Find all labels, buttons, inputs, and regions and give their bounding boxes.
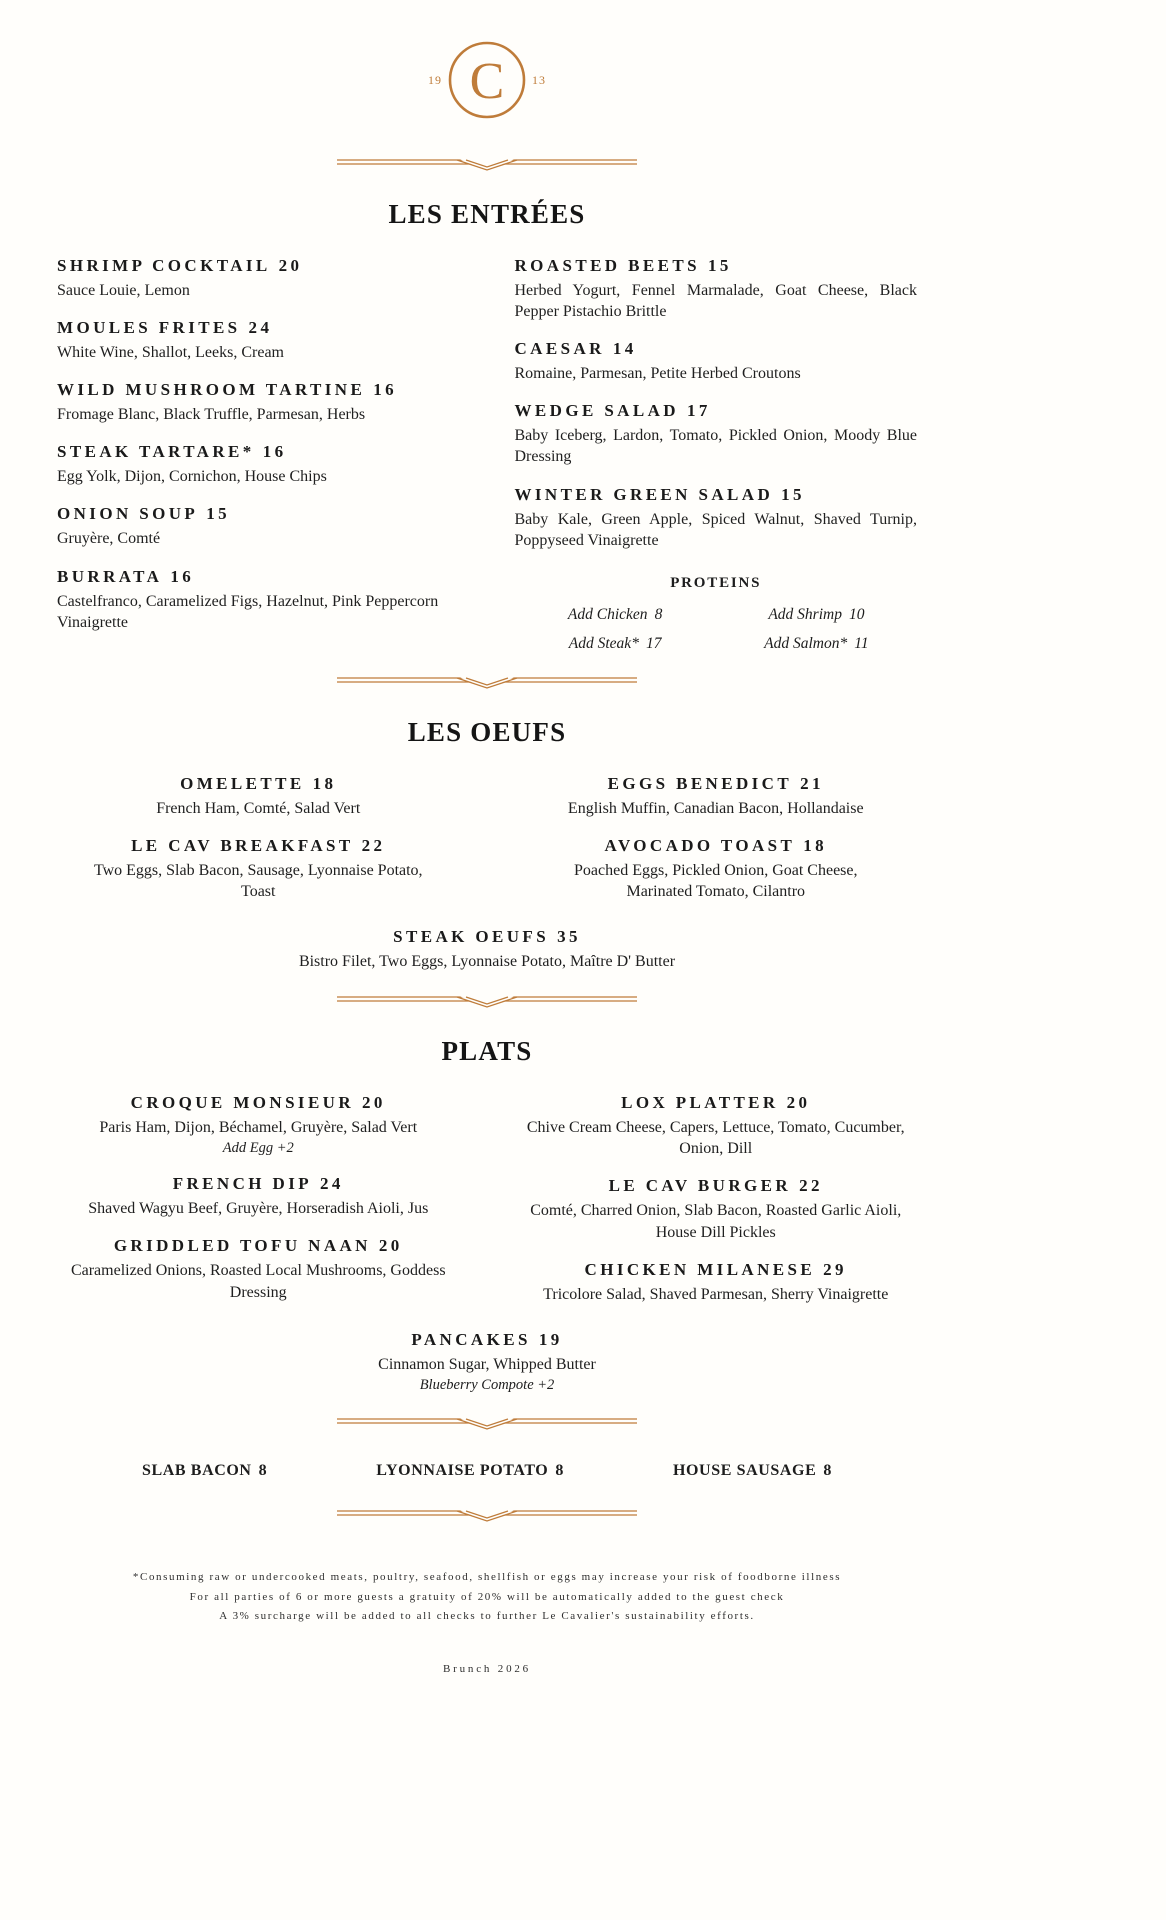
- menu-item: [57, 256, 460, 301]
- footnote-line: For all parties of 6 or more guests a gratuity of 20% will be automatically added to the guest check: [189, 1590, 785, 1603]
- item-price: 15: [707, 256, 732, 275]
- item-title: [515, 1260, 918, 1280]
- menu-item: [57, 442, 460, 487]
- item-title: [57, 442, 460, 462]
- item-name: OMELETTE: [180, 773, 305, 793]
- item-desc: Egg Yolk, Dijon, Cornichon, House Chips: [57, 468, 327, 486]
- menu-item: [57, 567, 460, 633]
- menu-item: [515, 1093, 918, 1159]
- entrees-columns: [57, 256, 917, 653]
- item-price: 22: [799, 1176, 823, 1196]
- side-item: [142, 1462, 267, 1480]
- item-price: 20: [278, 256, 303, 275]
- logo-year-right: 13: [532, 73, 546, 87]
- item-desc: Bistro Filet, Two Eggs, Lyonnaise Potato, Maître D' Butter: [298, 953, 676, 971]
- item-price: 8: [654, 605, 663, 623]
- menu-item: [57, 1236, 460, 1302]
- item-title: [57, 1330, 917, 1350]
- protein-addon: [568, 606, 662, 624]
- item-desc: White Wine, Shallot, Leeks, Cream: [57, 344, 284, 362]
- plats-right-column: [515, 1093, 918, 1322]
- oeufs-left-column: [57, 774, 460, 919]
- item-price: 8: [555, 1461, 564, 1479]
- menu-item: [57, 927, 917, 972]
- oeufs-right-column: [515, 774, 918, 919]
- menu-edition: Brunch 2026: [443, 1663, 531, 1676]
- menu-item: [57, 380, 460, 425]
- monogram-logo-icon: [377, 30, 597, 130]
- footnote-line: *Consuming raw or undercooked meats, poultry, seafood, shellfish or eggs may increase your risk of foodborne illness: [132, 1570, 842, 1583]
- item-name: Add Chicken: [567, 605, 648, 623]
- section-title-entrees: LES ENTRÉES: [388, 199, 586, 229]
- divider-ornament-icon: [337, 673, 637, 691]
- item-desc: Baby Iceberg, Lardon, Tomato, Pickled Onion, Moody Blue Dressing: [514, 427, 917, 466]
- item-name: WILD MUSHROOM TARTINE: [57, 380, 366, 400]
- item-name: BURRATA: [57, 566, 163, 586]
- item-title: [57, 927, 917, 947]
- item-desc: Sauce Louie, Lemon: [57, 282, 190, 299]
- item-price: 21: [800, 773, 824, 793]
- protein-addon: [569, 635, 662, 653]
- item-price: 11: [854, 634, 869, 652]
- item-price: 35: [557, 927, 581, 947]
- menu-item: [515, 401, 918, 467]
- item-name: ONION SOUP: [57, 504, 199, 524]
- menu-item: [57, 318, 460, 363]
- menu-item: [515, 836, 918, 902]
- item-desc: Chive Cream Cheese, Capers, Lettuce, Tomato, Cucumber, Onion, Dill: [526, 1119, 905, 1158]
- restaurant-logo: [57, 30, 917, 135]
- item-title: [515, 836, 918, 856]
- item-name: SHRIMP COCKTAIL: [57, 256, 271, 275]
- protein-addon: [768, 606, 864, 624]
- item-price: 17: [686, 401, 711, 421]
- item-name: ROASTED BEETS: [514, 256, 700, 275]
- item-note: Blueberry Compote +2: [419, 1376, 555, 1393]
- item-title: [515, 1176, 918, 1196]
- item-price: 8: [258, 1461, 268, 1479]
- item-desc: Cinnamon Sugar, Whipped Butter: [378, 1355, 596, 1373]
- item-price: 18: [312, 773, 337, 793]
- menu-item: [515, 1260, 918, 1305]
- item-desc: Poached Eggs, Pickled Onion, Goat Cheese, Marinated Tomato, Cilantro: [574, 861, 858, 900]
- item-name: LE CAV BREAKFAST: [131, 835, 354, 855]
- menu-item: [57, 1174, 460, 1219]
- proteins-grid: [515, 606, 918, 653]
- entrees-left-column: [57, 256, 460, 653]
- item-name: MOULES FRITES: [57, 318, 241, 338]
- footnotes: [57, 1568, 917, 1627]
- item-name: LE CAV BURGER: [608, 1176, 792, 1196]
- item-price: 20: [378, 1236, 403, 1256]
- item-price: 20: [786, 1093, 811, 1113]
- item-desc: French Ham, Comté, Salad Vert: [156, 799, 361, 817]
- item-title: [515, 774, 918, 794]
- item-name: Add Salmon*: [764, 634, 848, 652]
- item-title: [57, 256, 460, 276]
- item-name: Add Steak*: [568, 634, 639, 652]
- item-price: 16: [373, 380, 398, 400]
- item-price: 15: [781, 484, 805, 504]
- item-title: [515, 1093, 918, 1113]
- item-title: [515, 339, 918, 359]
- sides-row: [57, 1462, 917, 1480]
- menu-item: [57, 1093, 460, 1157]
- menu-item: [515, 1176, 918, 1242]
- item-title: [57, 567, 460, 587]
- menu-item: [57, 1330, 917, 1394]
- plats-columns: [57, 1093, 917, 1322]
- item-name: PANCAKES: [411, 1329, 531, 1349]
- item-title: [57, 380, 460, 400]
- item-name: STEAK OEUFS: [393, 927, 550, 947]
- item-price: 20: [362, 1093, 386, 1113]
- menu-item: [57, 774, 460, 819]
- item-desc: Shaved Wagyu Beef, Gruyère, Horseradish Aioli, Jus: [88, 1200, 429, 1218]
- item-desc: Baby Kale, Green Apple, Spiced Walnut, Shaved Turnip, Poppyseed Vinaigrette: [514, 510, 917, 549]
- item-title: [57, 836, 460, 856]
- item-price: 17: [645, 634, 662, 652]
- section-title-oeufs: LES OEUFS: [407, 716, 567, 747]
- item-desc: Romaine, Parmesan, Petite Herbed Croutons: [514, 365, 801, 383]
- section-divider: [57, 155, 917, 173]
- item-title: [515, 256, 918, 276]
- item-name: Add Shrimp: [768, 605, 842, 623]
- item-title: [57, 774, 460, 794]
- protein-addon: [764, 635, 868, 653]
- menu-item: [515, 339, 918, 384]
- item-name: WEDGE SALAD: [514, 401, 679, 421]
- footnote-line: A 3% surcharge will be added to all checks to further Le Cavalier's sustainability efforts.: [219, 1610, 755, 1623]
- menu-item: [57, 836, 460, 902]
- item-title: [57, 1236, 460, 1256]
- divider-ornament-icon: [337, 1414, 637, 1432]
- item-name: HOUSE SAUSAGE: [672, 1461, 817, 1479]
- item-note: Add Egg +2: [222, 1140, 294, 1157]
- item-title: [515, 401, 918, 421]
- divider-ornament-icon: [337, 155, 637, 173]
- side-item: [673, 1462, 832, 1480]
- item-title: [515, 485, 918, 505]
- section-title-plats: PLATS: [441, 1036, 533, 1067]
- item-price: 14: [612, 339, 637, 359]
- oeufs-columns: [57, 774, 917, 919]
- proteins-title: PROTEINS: [670, 574, 762, 591]
- item-name: FRENCH DIP: [172, 1174, 312, 1194]
- item-desc: Caramelized Onions, Roasted Local Mushrooms, Goddess Dressing: [70, 1262, 446, 1301]
- item-name: CAESAR: [514, 339, 605, 359]
- item-name: GRIDDLED TOFU NAAN: [113, 1236, 371, 1256]
- menu-item: [57, 504, 460, 549]
- item-price: 19: [538, 1329, 563, 1349]
- item-price: 15: [206, 504, 231, 524]
- section-divider: [57, 1414, 917, 1432]
- item-desc: Castelfranco, Caramelized Figs, Hazelnut, Pink Peppercorn Vinaigrette: [57, 592, 439, 631]
- item-price: 16: [170, 566, 195, 586]
- item-name: AVOCADO TOAST: [604, 835, 796, 855]
- item-title: [57, 1093, 460, 1113]
- item-price: 24: [248, 318, 273, 338]
- item-price: 22: [361, 835, 386, 855]
- item-name: EGGS BENEDICT: [607, 773, 793, 793]
- menu-item: [515, 774, 918, 819]
- item-price: 16: [262, 442, 287, 462]
- item-price: 24: [320, 1174, 344, 1194]
- item-name: CHICKEN MILANESE: [584, 1259, 816, 1279]
- item-price: 18: [803, 835, 828, 855]
- menu-item: [515, 256, 918, 322]
- item-desc: Gruyère, Comté: [57, 530, 161, 548]
- item-name: STEAK TARTARE*: [57, 442, 255, 462]
- section-divider: [57, 1506, 917, 1524]
- item-title: [57, 504, 460, 524]
- entrees-right-column: [515, 256, 918, 653]
- menu-item: [515, 485, 918, 551]
- logo-monogram: C: [469, 53, 505, 110]
- item-name: CROQUE MONSIEUR: [130, 1093, 355, 1113]
- item-desc: Two Eggs, Slab Bacon, Sausage, Lyonnaise Potato, Toast: [93, 861, 423, 900]
- divider-ornament-icon: [337, 1506, 637, 1524]
- section-divider: [57, 673, 917, 691]
- item-desc: Fromage Blanc, Black Truffle, Parmesan, Herbs: [57, 406, 366, 424]
- divider-ornament-icon: [337, 992, 637, 1010]
- proteins-block: [515, 575, 918, 653]
- item-name: LOX PLATTER: [621, 1093, 779, 1113]
- item-name: LYONNAISE POTATO: [376, 1461, 549, 1479]
- item-price: 29: [823, 1259, 847, 1279]
- logo-year-left: 19: [428, 73, 442, 87]
- side-item: [376, 1462, 564, 1480]
- item-desc: Paris Ham, Dijon, Béchamel, Gruyère, Salad Vert: [99, 1119, 418, 1137]
- plats-left-column: [57, 1093, 460, 1322]
- section-divider: [57, 992, 917, 1010]
- item-title: [57, 1174, 460, 1194]
- item-desc: English Muffin, Canadian Bacon, Hollandaise: [567, 799, 864, 817]
- item-desc: Comté, Charred Onion, Slab Bacon, Roasted Garlic Aioli, House Dill Pickles: [530, 1202, 902, 1241]
- item-desc: Tricolore Salad, Shaved Parmesan, Sherry Vinaigrette: [543, 1285, 889, 1303]
- item-title: [57, 318, 460, 338]
- item-name: WINTER GREEN SALAD: [514, 484, 774, 504]
- item-price: 10: [848, 605, 865, 623]
- item-price: 8: [823, 1461, 832, 1479]
- item-name: SLAB BACON: [142, 1461, 252, 1479]
- item-desc: Herbed Yogurt, Fennel Marmalade, Goat Cheese, Black Pepper Pistachio Brittle: [514, 282, 917, 321]
